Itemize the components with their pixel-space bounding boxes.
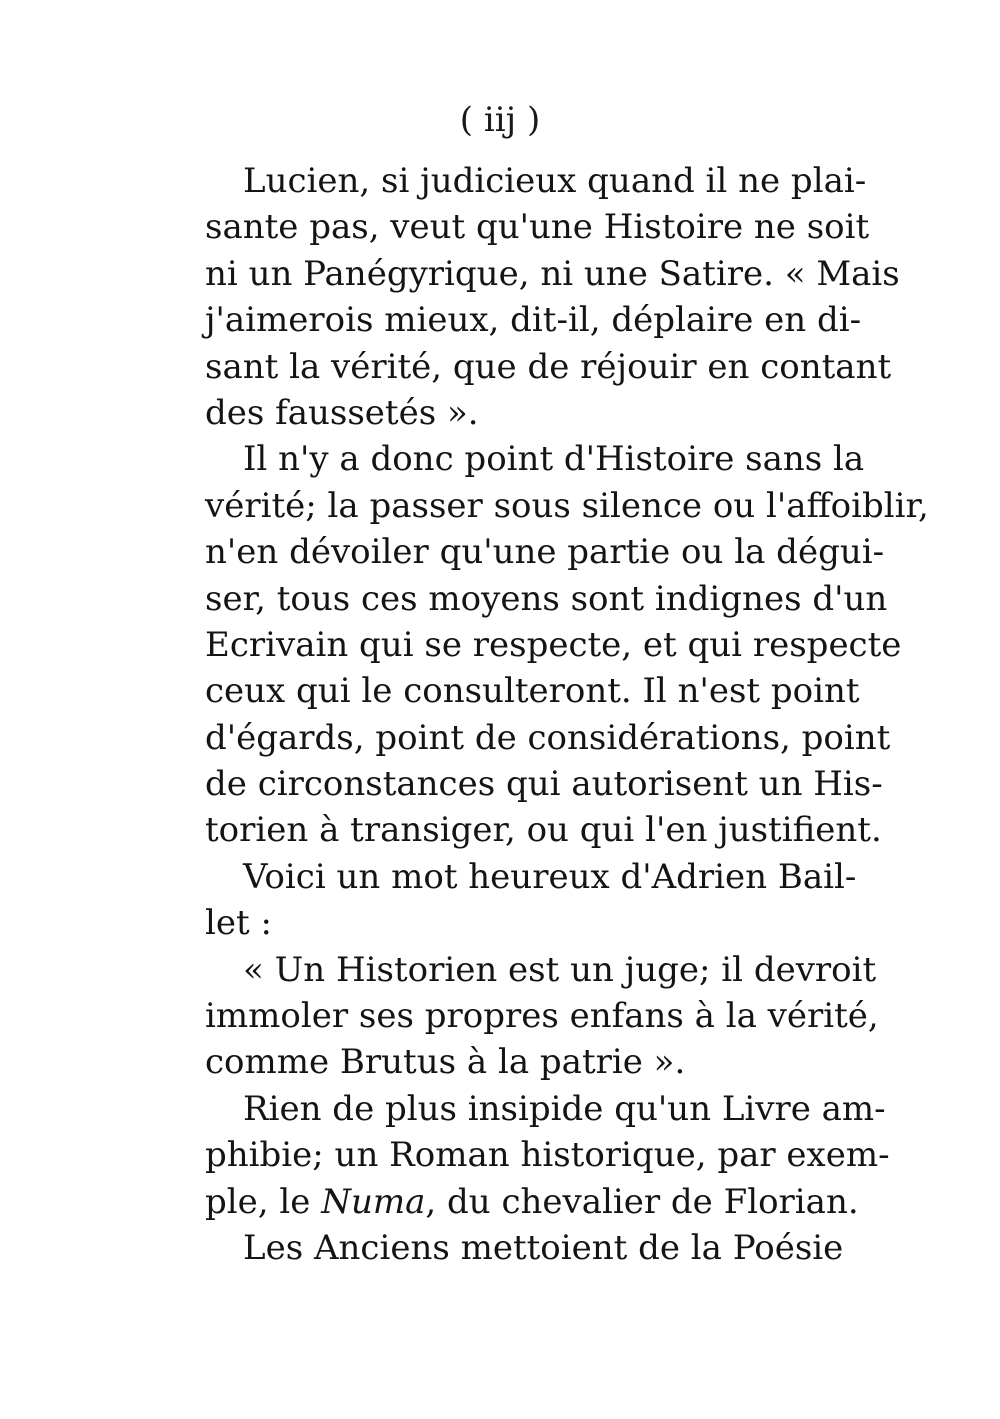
text-line: immoler ses propres enfans à la vérité, (205, 996, 879, 1037)
text-line: ni un Panégyrique, ni une Satire. « Mais (205, 253, 900, 294)
text-line: j'aimerois mieux, dit-il, déplaire en di- (205, 300, 862, 341)
text-line (205, 1179, 859, 1225)
text-line: ser, tous ces moyens sont indignes d'un (205, 578, 888, 619)
text-line: des faussetés ». (205, 392, 479, 433)
text-line: vérité; la passer sous silence ou l'affoiblir, (205, 485, 929, 526)
text-line: sante pas, veut qu'une Histoire ne soit (205, 207, 870, 248)
text-line: sant la vérité, que de réjouir en contant (205, 346, 892, 387)
text-line: Rien de plus insipide qu'un Livre am- (243, 1088, 886, 1129)
body-text (205, 158, 929, 1271)
text-line: Lucien, si judicieux quand il ne plai- (243, 161, 867, 201)
text-run: ple, le (205, 1181, 322, 1222)
text-line: Les Anciens mettoient de la Poésie (243, 1227, 844, 1268)
text-line: Voici un mot heureux d'Adrien Bail- (243, 856, 857, 897)
page-number: ( iij ) (459, 100, 541, 140)
paragraph (205, 158, 900, 436)
text-line: torien à transiger, ou qui l'en justifient. (205, 810, 882, 851)
text-line: Ecrivain qui se respecte, et qui respecte (205, 624, 902, 665)
text-line: comme Brutus à la patrie ». (205, 1042, 686, 1083)
paragraph (205, 1225, 844, 1271)
text-line: d'égards, point de considérations, point (205, 717, 891, 758)
text-line: « Un Historien est un juge; il devroit (243, 949, 877, 990)
text-line: de circonstances qui autorisent un His- (205, 764, 883, 805)
text-line: ceux qui le consulteront. Il n'est point (205, 671, 860, 712)
text-run: , du chevalier de Florian. (425, 1181, 859, 1222)
text-line: n'en dévoiler qu'une partie ou la dégui- (205, 532, 885, 573)
italic-title: Numa (321, 1181, 426, 1222)
paragraph (205, 1086, 890, 1225)
paragraph (205, 947, 879, 1086)
text-line: phibie; un Roman historique, par exem- (205, 1135, 890, 1176)
paragraph (205, 854, 857, 947)
text-line: let : (205, 903, 272, 944)
paragraph (205, 436, 929, 854)
text-line: Il n'y a donc point d'Histoire sans la (243, 439, 865, 480)
